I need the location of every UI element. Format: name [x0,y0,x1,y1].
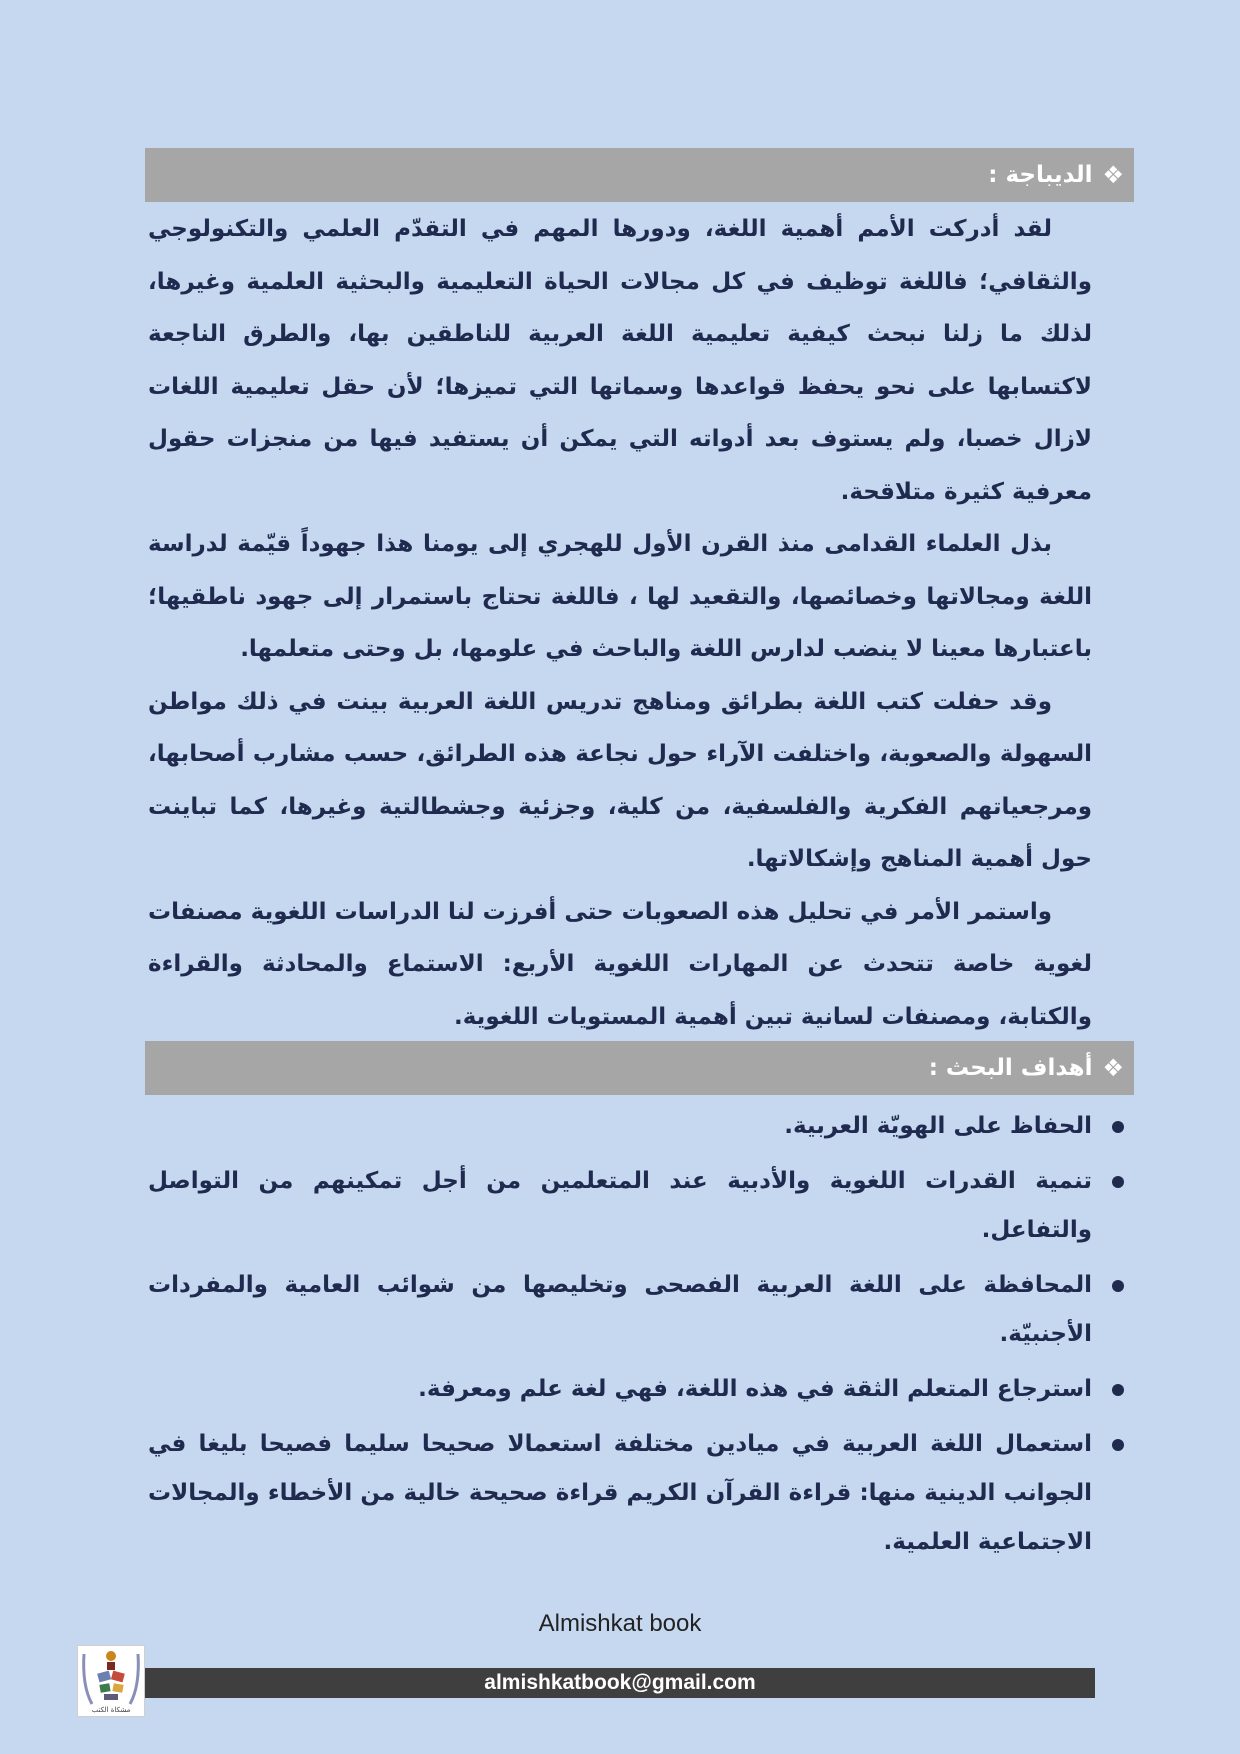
goal-item [148,1365,1128,1414]
preamble-header [145,148,1134,202]
preamble-paragraph: بذل العلماء القدامى منذ القرن الأول للهجري إلى يومنا هذا جهوداً قيّمة لدراسة اللغة ومجالاتها وخصائصها، والتقعيد لها ، فاللغة تحتاج باستمرار إلى جهود ناطقيها؛ باعتبارها معينا لا ينضب لدارس اللغة والباحث في علومها، بل وحتى متعلمها. [148,531,1092,662]
preamble-title: الديباجة : [988,162,1093,188]
preamble-paragraph: وقد حفلت كتب اللغة بطرائق ومناهج تدريس اللغة العربية بينت في ذلك مواطن السهولة والصعوبة، واختلفت الآراء حول نجاعة هذه الطرائق، حسب مشارب أصحابها، ومرجعياتهم الفكرية والفلسفية، من كلية، وجزئية وجشطالتية وغيرها، كما تباينت حول أهمية المناهج وإشكالاتها. [148,688,1092,872]
bullet-dot-icon [1112,1176,1124,1188]
diamond-icon: ❖ [1102,161,1124,189]
preamble-paragraph: واستمر الأمر في تحليل هذه الصعوبات حتى أفرزت لنا الدراسات اللغوية مصنفات لغوية خاصة تتحدث عن المهارات اللغوية الأربع: الاستماع والمحادثة والقراءة والكتابة، ومصنفات لسانية تبين أهمية المستويات اللغوية. [148,898,1092,1030]
contact-email: almishkatbook@gmail.com [484,1671,756,1694]
bullet-dot-icon [1112,1439,1124,1451]
preamble-body [148,203,1092,1043]
goal-text: تنمية القدرات اللغوية والأدبية عند المتعلمين من أجل تمكينهم من التواصل والتفاعل. [148,1168,1092,1243]
svg-text:مشكاة الكتب: مشكاة الكتب [91,1706,131,1714]
goals-title: أهداف البحث : [928,1055,1093,1081]
goal-item [148,1102,1128,1151]
goal-text: الحفاظ على الهويّة العربية. [784,1113,1092,1139]
goal-text: المحافظة على اللغة العربية الفصحى وتخليصها من شوائب العامية والمفردات الأجنبيّة. [148,1272,1092,1347]
bullet-dot-icon [1112,1121,1124,1133]
preamble-paragraph: لقد أدركت الأمم أهمية اللغة، ودورها المهم في التقدّم العلمي والتكنولوجي والثقافي؛ فاللغة توظيف في كل مجالات الحياة التعليمية والبحثية العلمية وغيرها، لذلك ما زلنا نبحث كيفية تعليمية اللغة العربية للناطقين بها، والطرق الناجعة لاكتسابها على نحو يحفظ قواعدها وسماتها التي تميزها؛ لأن حقل تعليمية اللغات لازال خصبا، ولم يستوف بعد أدواته التي يمكن أن يستفيد فيها من منجزات حقول معرفية كثيرة متلاقحة. [148,216,1092,505]
goal-item [148,1157,1128,1255]
goal-item [148,1261,1128,1359]
goal-item [148,1420,1128,1567]
publisher-name: Almishkat book [538,1610,702,1637]
goal-text: استرجاع المتعلم الثقة في هذه اللغة، فهي لغة علم ومعرفة. [418,1376,1092,1402]
bullet-dot-icon [1112,1384,1124,1396]
goals-list [148,1102,1128,1573]
publisher-logo [77,1645,145,1717]
logo-icon [78,1646,144,1716]
bullet-dot-icon [1112,1280,1124,1292]
goals-header [145,1041,1134,1095]
footer-email-bar [145,1668,1095,1698]
diamond-icon: ❖ [1102,1054,1124,1082]
goal-text: استعمال اللغة العربية في ميادين مختلفة استعمالا صحيحا سليما فصيحا بليغا في الجوانب الدينية منها: قراءة القرآن الكريم قراءة صحيحة خالية من الأخطاء والمجالات الاجتماعية العلمية. [148,1431,1092,1555]
